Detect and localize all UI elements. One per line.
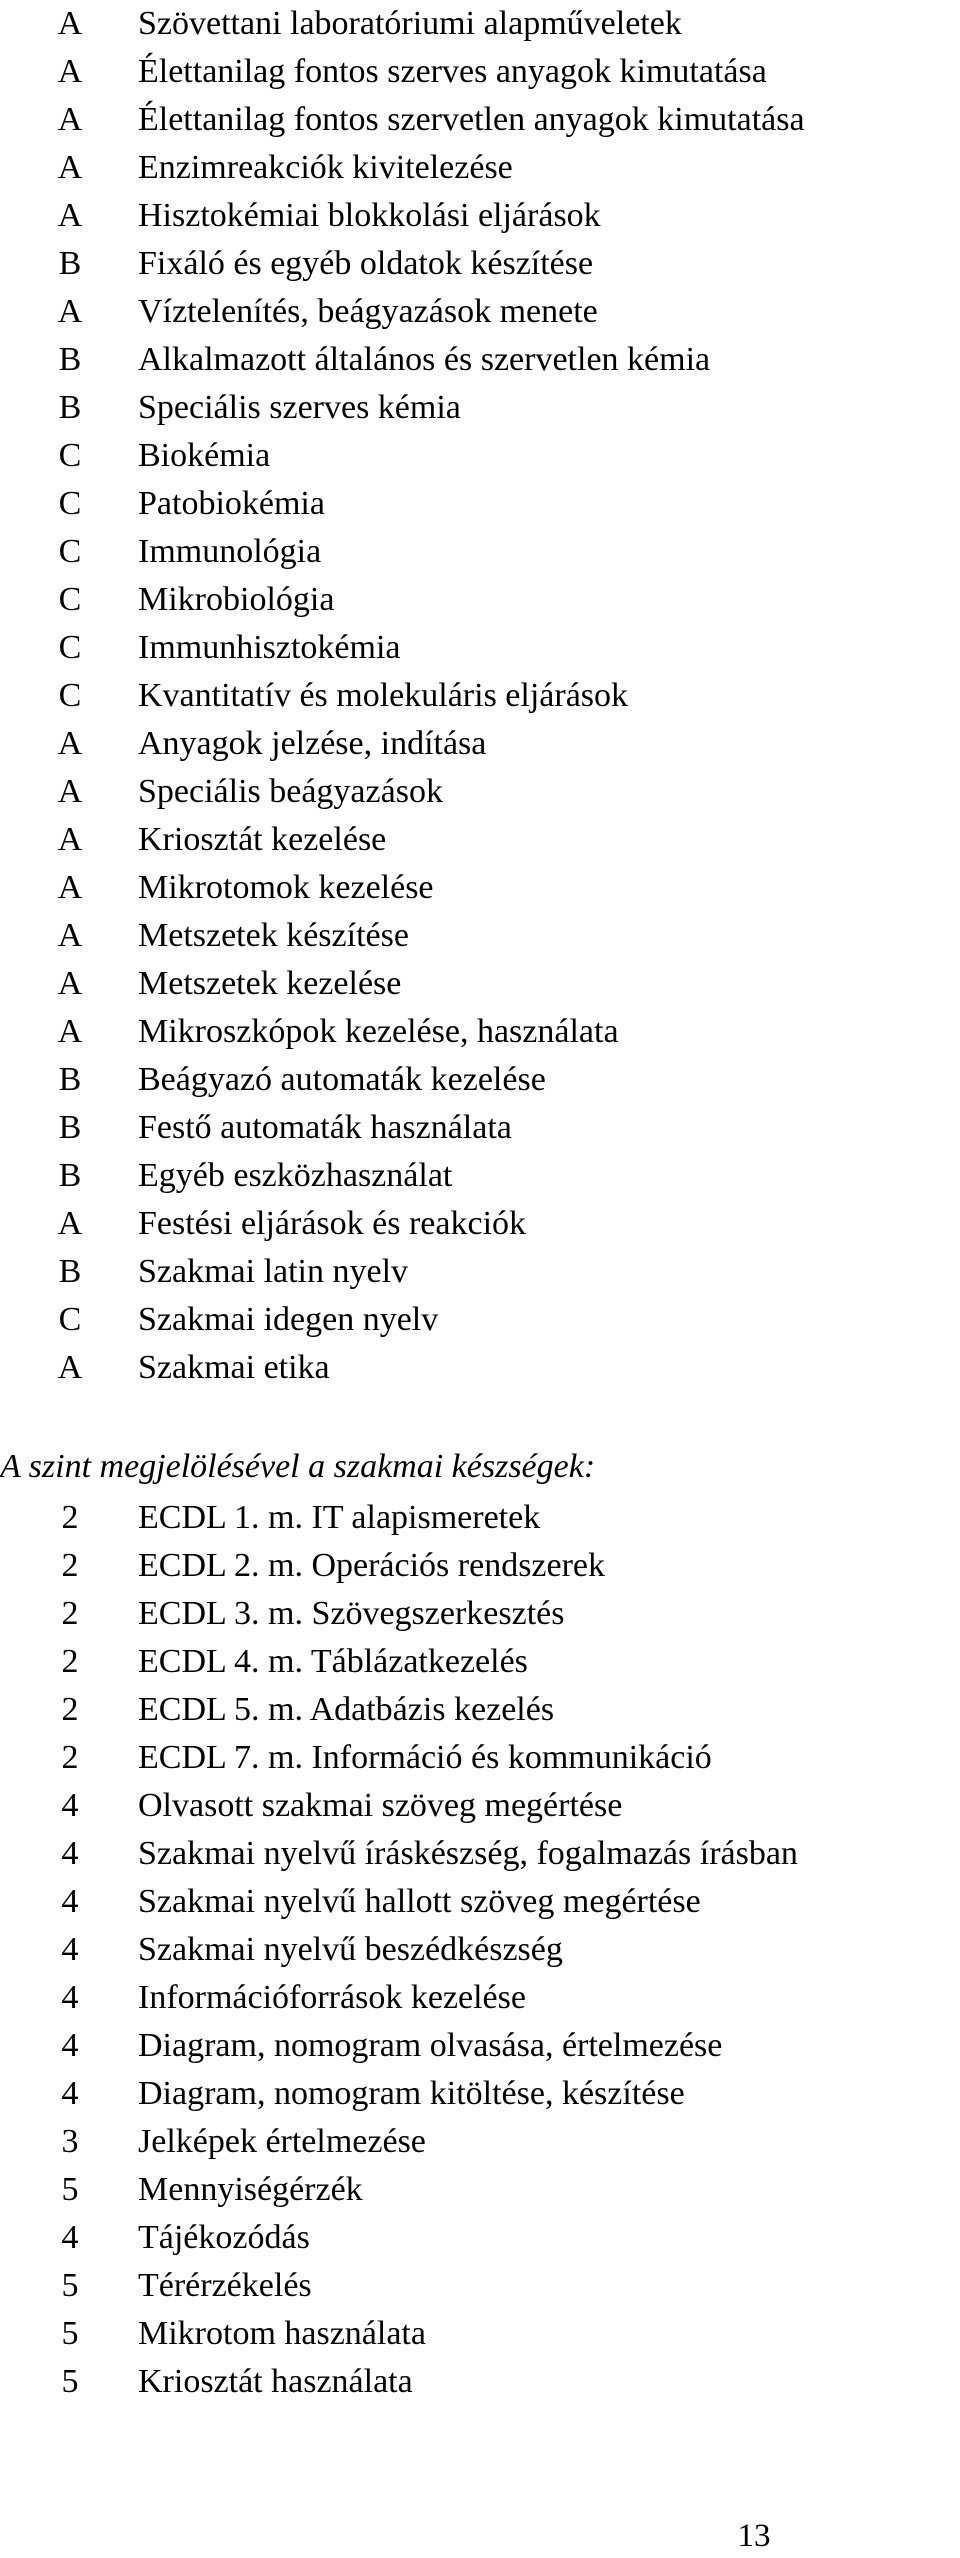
level-code: A xyxy=(57,1013,83,1050)
list-item xyxy=(0,2070,960,2118)
item-label: Mikroszkópok kezelése, használata xyxy=(138,1013,619,1050)
level-code: A xyxy=(57,1349,83,1386)
list-item xyxy=(0,2262,960,2310)
list-item xyxy=(0,1152,960,1200)
skill-level: 4 xyxy=(61,1835,79,1872)
item-label: Élettanilag fontos szerves anyagok kimutatása xyxy=(138,53,767,90)
skill-label: ECDL 2. m. Operációs rendszerek xyxy=(138,1547,606,1584)
list-item xyxy=(0,1494,960,1542)
item-label: Egyéb eszközhasználat xyxy=(138,1157,453,1194)
skill-label: Mikrotom használata xyxy=(138,2315,426,2352)
list-item xyxy=(0,1542,960,1590)
skill-level: 4 xyxy=(61,1979,79,2016)
item-label: Beágyazó automaták kezelése xyxy=(138,1061,546,1098)
skill-label: Tájékozódás xyxy=(138,2219,310,2256)
list-item xyxy=(0,240,960,288)
level-code: A xyxy=(57,917,83,954)
skill-label: Szakmai nyelvű íráskészség, fogalmazás írásban xyxy=(138,1835,798,1872)
item-label: Festő automaták használata xyxy=(138,1109,512,1146)
item-label: Élettanilag fontos szervetlen anyagok kimutatása xyxy=(138,101,805,138)
level-code: B xyxy=(58,1061,82,1098)
list-item xyxy=(0,1590,960,1638)
skill-label: Olvasott szakmai szöveg megértése xyxy=(138,1787,623,1824)
skill-level: 4 xyxy=(61,2027,79,2064)
level-code: A xyxy=(57,821,83,858)
list-item xyxy=(0,1008,960,1056)
level-code: C xyxy=(58,1301,82,1338)
level-code: C xyxy=(58,677,82,714)
level-code: A xyxy=(57,965,83,1002)
level-code: A xyxy=(57,53,83,90)
list-item xyxy=(0,912,960,960)
skill-level: 4 xyxy=(61,1787,79,1824)
skill-label: ECDL 3. m. Szövegszerkesztés xyxy=(138,1595,565,1632)
level-code: B xyxy=(58,1157,82,1194)
skill-level: 2 xyxy=(61,1691,79,1728)
skill-level: 4 xyxy=(61,1883,79,1920)
list-item xyxy=(0,720,960,768)
list-item xyxy=(0,288,960,336)
list-item xyxy=(0,576,960,624)
item-label: Immunhisztokémia xyxy=(138,629,401,666)
level-code: B xyxy=(58,1109,82,1146)
item-label: Mikrobiológia xyxy=(138,581,335,618)
list-item xyxy=(0,2310,960,2358)
level-code: A xyxy=(57,5,83,42)
skill-label: Diagram, nomogram olvasása, értelmezése xyxy=(138,2027,723,2064)
skill-level: 4 xyxy=(61,2075,79,2112)
list-item xyxy=(0,1926,960,1974)
page-number: 13 xyxy=(737,2518,771,2554)
skill-level: 2 xyxy=(61,1595,79,1632)
level-code: A xyxy=(57,101,83,138)
skill-level: 5 xyxy=(61,2267,79,2304)
level-code: C xyxy=(58,437,82,474)
list-item xyxy=(0,480,960,528)
item-label: Kvantitatív és molekuláris eljárások xyxy=(138,677,629,714)
list-item xyxy=(0,528,960,576)
item-label: Patobiokémia xyxy=(138,485,325,522)
list-item xyxy=(0,2166,960,2214)
item-label: Festési eljárások és reakciók xyxy=(138,1205,527,1242)
list-item xyxy=(0,1344,960,1392)
level-code: A xyxy=(57,725,83,762)
list-item xyxy=(0,1104,960,1152)
list-item xyxy=(0,1296,960,1344)
level-code: B xyxy=(58,245,82,282)
skill-level: 2 xyxy=(61,1643,79,1680)
list-item xyxy=(0,192,960,240)
level-code: A xyxy=(57,149,83,186)
level-code: A xyxy=(57,293,83,330)
skill-label: Kriosztát használata xyxy=(138,2363,413,2400)
item-label: Szövettani laboratóriumi alapműveletek xyxy=(138,5,682,42)
list-item xyxy=(0,2022,960,2070)
skill-level: 4 xyxy=(61,1931,79,1968)
list-item xyxy=(0,2118,960,2166)
list-item xyxy=(0,816,960,864)
item-label: Speciális beágyazások xyxy=(138,773,443,810)
list-item xyxy=(0,1878,960,1926)
skill-label: ECDL 7. m. Információ és kommunikáció xyxy=(138,1739,712,1776)
level-code: C xyxy=(58,485,82,522)
skill-level: 5 xyxy=(61,2171,79,2208)
list-item xyxy=(0,1056,960,1104)
list-item xyxy=(0,336,960,384)
level-code: C xyxy=(58,629,82,666)
skills-list xyxy=(0,1494,960,2406)
level-code: A xyxy=(57,197,83,234)
item-label: Hisztokémiai blokkolási eljárások xyxy=(138,197,601,234)
list-item xyxy=(0,432,960,480)
level-code: B xyxy=(58,341,82,378)
list-item xyxy=(0,2358,960,2406)
list-item xyxy=(0,1974,960,2022)
list-item xyxy=(0,1248,960,1296)
skill-level: 2 xyxy=(61,1499,79,1536)
item-label: Mikrotomok kezelése xyxy=(138,869,434,906)
item-label: Immunológia xyxy=(138,533,322,570)
list-item xyxy=(0,768,960,816)
list-item xyxy=(0,48,960,96)
level-code: A xyxy=(57,869,83,906)
skill-label: Térérzékelés xyxy=(138,2267,312,2304)
item-label: Fixáló és egyéb oldatok készítése xyxy=(138,245,594,282)
level-code: A xyxy=(57,1205,83,1242)
list-item xyxy=(0,1782,960,1830)
level-code: C xyxy=(58,533,82,570)
level-code: B xyxy=(58,389,82,426)
list-item xyxy=(0,1638,960,1686)
skill-label: Diagram, nomogram kitöltése, készítése xyxy=(138,2075,685,2112)
skill-label: ECDL 5. m. Adatbázis kezelés xyxy=(138,1691,555,1728)
skill-label: Szakmai nyelvű beszédkészség xyxy=(138,1931,563,1968)
list-item xyxy=(0,672,960,720)
skill-level: 5 xyxy=(61,2363,79,2400)
item-label: Szakmai latin nyelv xyxy=(138,1253,409,1290)
skill-level: 2 xyxy=(61,1547,79,1584)
list-item xyxy=(0,1830,960,1878)
item-label: Metszetek kezelése xyxy=(138,965,402,1002)
skill-level: 2 xyxy=(61,1739,79,1776)
list-item xyxy=(0,1734,960,1782)
item-label: Szakmai idegen nyelv xyxy=(138,1301,439,1338)
skill-level: 3 xyxy=(61,2123,79,2160)
skill-label: ECDL 4. m. Táblázatkezelés xyxy=(138,1643,528,1680)
list-item xyxy=(0,384,960,432)
item-label: Víztelenítés, beágyazások menete xyxy=(138,293,598,330)
level-code: B xyxy=(58,1253,82,1290)
list-item xyxy=(0,0,960,48)
skill-label: Szakmai nyelvű hallott szöveg megértése xyxy=(138,1883,701,1920)
list-item xyxy=(0,624,960,672)
item-label: Speciális szerves kémia xyxy=(138,389,461,426)
skill-level: 4 xyxy=(61,2219,79,2256)
item-label: Metszetek készítése xyxy=(138,917,409,954)
item-label: Enzimreakciók kivitelezése xyxy=(138,149,513,186)
skill-label: Jelképek értelmezése xyxy=(138,2123,426,2160)
item-label: Kriosztát kezelése xyxy=(138,821,387,858)
list-item xyxy=(0,864,960,912)
list-item xyxy=(0,1200,960,1248)
list-item xyxy=(0,96,960,144)
item-label: Anyagok jelzése, indítása xyxy=(138,725,487,762)
skills-section-heading: A szint megjelölésével a szakmai készségek: xyxy=(0,1448,596,1485)
skill-label: ECDL 1. m. IT alapismeretek xyxy=(138,1499,541,1536)
item-label: Biokémia xyxy=(138,437,271,474)
skill-label: Mennyiségérzék xyxy=(138,2171,363,2208)
skill-label: Információforrások kezelése xyxy=(138,1979,526,2016)
skill-level: 5 xyxy=(61,2315,79,2352)
list-item xyxy=(0,1686,960,1734)
item-label: Szakmai etika xyxy=(138,1349,330,1386)
level-code: A xyxy=(57,773,83,810)
list-item xyxy=(0,960,960,1008)
item-label: Alkalmazott általános és szervetlen kémia xyxy=(138,341,711,378)
list-item xyxy=(0,144,960,192)
list-item xyxy=(0,2214,960,2262)
level-code: C xyxy=(58,581,82,618)
